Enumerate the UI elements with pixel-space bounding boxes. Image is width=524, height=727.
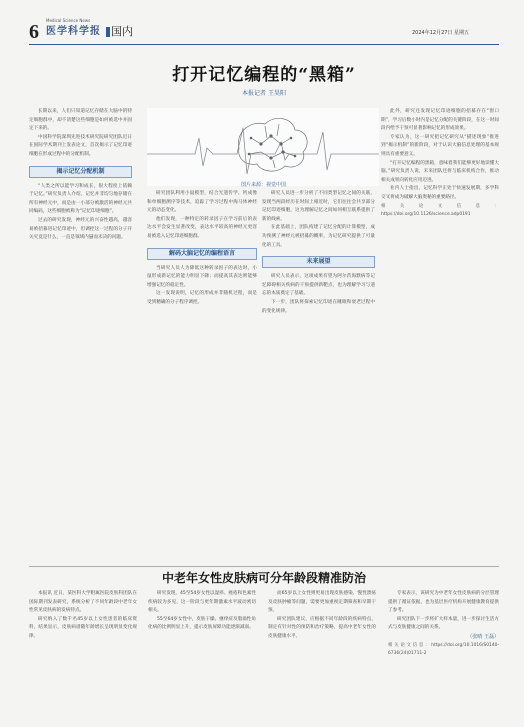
paragraph: 过去的研究发现，神经元的兴奋性越高，越容易被招募进记忆印迹中，但调控这一过程的分子开关究竟是什么，一直是领域内悬而未决的问题。 <box>29 217 132 241</box>
paper-source-link[interactable]: 相关论文信息：https://doi.org/10.1016/S0140-6736(24)01711-2 <box>388 642 499 656</box>
subheading: 解码大脑记忆的编程语言 <box>147 248 257 260</box>
paper-source-link[interactable]: 相关论文信息：https://doi.org/10.1126/science.adp0191 <box>381 203 499 217</box>
author-signature: （张晴 王磊） <box>467 633 499 640</box>
paragraph: 本报讯 近日，某医科大学附属医院皮肤科团队在国际期刊发表研究，系统分析了不同年龄段中老年女性常见皮肤病的发病特点。 <box>29 591 137 614</box>
paragraph: 研究人员进一步分析了不同类型记忆之间的关联，发现当两段经历在时间上相近时，它们往往会共享部分记忆印迹细胞，这为理解记忆之间如何相互联系提供了新的线索。 <box>262 191 375 222</box>
paragraph: “打开记忆编程的黑箱，意味着我们能够更好地读懂大脑。”研究负责人说，未来团队还将与临床机构合作，推动相关成果向转化应用迈进。 <box>381 160 499 183</box>
page-number: 6 <box>29 21 39 43</box>
paragraph: 业内人士指出，记忆科学正处于快速发展期，多学科交叉将成为破解大脑奥秘的重要路径。 <box>381 186 499 200</box>
article-column-2 <box>147 190 257 566</box>
paragraph: 下一步，团队将探索记忆印迹在睡眠和衰老过程中的变化规律。 <box>262 299 375 314</box>
article-skin <box>29 590 499 722</box>
subheading: 揭示记忆分配机制 <box>29 166 132 178</box>
paragraph: 研究人员表示，这项成果有望为阿尔茨海默病等记忆障碍相关疾病的干预提供新靶点，也为理解学习与遗忘的本质奠定了基础。 <box>262 274 375 297</box>
paragraph: 专家认为，这一研究把记忆研究从“描述现象”推进到“揭示机制”的新阶段，对于认识大脑信息处理的基本规则具有重要意义。 <box>381 134 499 157</box>
paragraph: 在此基础上，团队构建了记忆分配的计算模型，成功预测了神经元被招募的概率，为记忆研究提供了可量化的工具。 <box>262 225 375 248</box>
brain-circuit-icon <box>147 108 379 186</box>
article-memory <box>29 48 499 568</box>
article-title: 打开记忆编程的“黑箱” <box>172 65 356 85</box>
section-marker-icon <box>106 27 110 37</box>
paragraph: 55至64岁女性中，皮肤干燥、瘙痒症及脂溢性角化病的比例明显上升，提示皮肤屏障功能逐渐减弱。 <box>148 616 256 631</box>
paragraph: 研究团队建议，应根据不同年龄段的疾病特点，制定有针对性的预防和治疗策略，提高中老年女性的皮肤健康水平。 <box>268 616 376 639</box>
image-caption: 图片来源：视觉中国 <box>241 182 287 188</box>
paragraph: 研究纳入了数千名45岁以上女性患者的临床资料，结果显示，皮肤病谱随年龄增长呈现明显变化规律。 <box>29 616 137 639</box>
paragraph: “人类之所以能学习和成长，很大程度上依赖于记忆。”研究负责人介绍，记忆并非均匀地存储在所有神经元中，而是由一小部分被激活的神经元共同编码，这些细胞被称为“记忆印迹细胞”。 <box>29 183 132 215</box>
brain-illustration <box>147 108 379 186</box>
article2-column-3 <box>268 590 376 722</box>
article-column-4 <box>381 108 499 566</box>
article2-column-1 <box>29 590 137 722</box>
paragraph: 当研究人员人为降低这种转录因子的表达时，小鼠形成新记忆的能力明显下降；而提高其表达则能够增强记忆的稳定性。 <box>147 265 257 288</box>
article2-column-2 <box>148 590 256 722</box>
article-column-3 <box>262 190 375 566</box>
article-column-1 <box>29 108 132 566</box>
paragraph: 研究团队下一步将扩大样本量，进一步探讨生活方式与皮肤健康之间的关系。 <box>388 616 499 631</box>
paragraph: 这一发现说明，记忆的形成并非随机过程，而是受到精确的分子程序调控。 <box>147 291 257 305</box>
paragraph: 研究团队利用小鼠模型，结合光遗传学、钙成像和单细胞测序等技术，追踪了学习过程中海马体神经元的动态变化。 <box>147 191 257 214</box>
article-divider <box>29 566 499 567</box>
paragraph: 中国科学院深圳先进技术研究院研究团队近日在国际学术期刊上发表论文，首次揭示了记忆印迹细胞在形成过程中的分配机制。 <box>29 134 132 157</box>
paragraph: 此外，研究还发现记忆印迹细胞的招募存在“窗口期”，学习后数小时内是记忆分配的关键阶段，在这一时间段内给予干预可显著影响记忆的形成效果。 <box>381 109 499 132</box>
article2-column-4 <box>388 590 499 722</box>
subheading: 未来展望 <box>262 256 375 268</box>
paragraph: 长期以来，人们只知道记忆存储在大脑中的特定细胞群中，却不清楚这些细胞是如何被选中并固定下来的。 <box>29 109 132 132</box>
header-rule <box>29 44 499 45</box>
section-label: 国内 <box>111 25 133 38</box>
article-byline: 本报记者 王昊阳 <box>242 90 286 97</box>
brand-english: Medical Science News <box>46 18 91 23</box>
paragraph: 研究发现，45至54岁女性以湿疹、痤疮和色素性疾病较为多见，这一阶段与更年期激素水平波动密切相关。 <box>148 591 256 614</box>
issue-date: 2024年12月27日 星期五 <box>412 30 470 36</box>
paragraph: 他们发现，一种特定的转录因子在学习前后的表达水平会发生显著改变，表达水平较高的神经元更容易被选入记忆印迹细胞群。 <box>147 216 257 239</box>
page-header <box>0 0 524 44</box>
paragraph: 专家表示，该研究为中老年女性皮肤病的分层管理提供了循证依据，也为基层医疗机构开展健康教育提供了参考。 <box>388 591 499 614</box>
brand-logo: 医学科学报 <box>46 26 101 37</box>
paragraph: 而65岁以上女性则更易出现皮肤感染、慢性溃疡及皮肤肿瘤等问题，需要更加重视定期筛查和早期干预。 <box>268 591 376 614</box>
article2-title: 中老年女性皮肤病可分年龄段精准防治 <box>161 571 366 585</box>
